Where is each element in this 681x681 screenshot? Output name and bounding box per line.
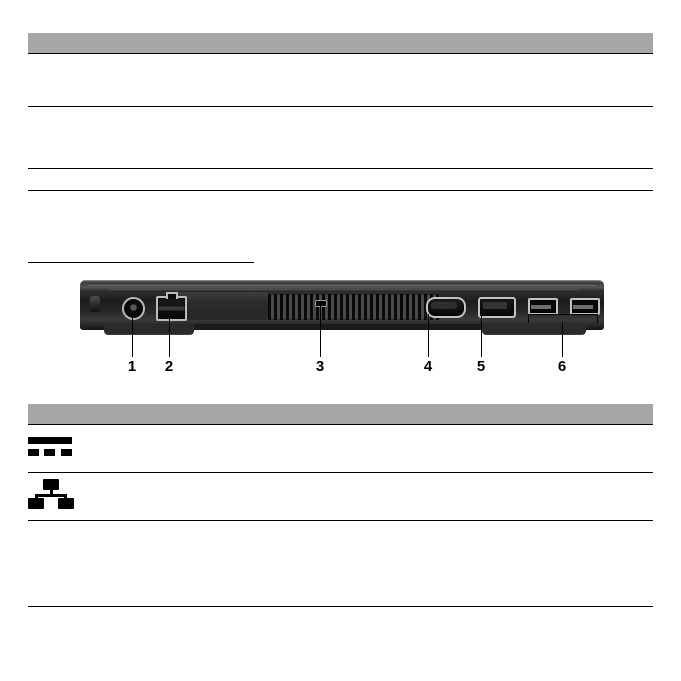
laptop-illustration bbox=[80, 280, 604, 342]
top-row1-icon bbox=[28, 106, 94, 168]
bottom-header-description bbox=[214, 404, 653, 424]
bottom-row0-item bbox=[94, 424, 214, 472]
top-ports-table bbox=[28, 33, 653, 212]
top-header-description bbox=[214, 33, 653, 53]
top-row1-description bbox=[214, 106, 653, 168]
bottom-row3-item bbox=[94, 570, 214, 606]
top-row2-item bbox=[94, 168, 214, 190]
laptop-right-side-figure bbox=[28, 262, 653, 402]
bottom-row1-item bbox=[94, 472, 214, 520]
leader-line-1 bbox=[132, 317, 133, 357]
bottom-row0-icon-cell bbox=[28, 424, 94, 472]
callout-2: 2 bbox=[164, 358, 174, 375]
kensington-lock-slot bbox=[315, 300, 327, 307]
top-row1-item bbox=[94, 106, 214, 168]
top-row2-icon bbox=[28, 168, 94, 190]
bottom-row1-icon-cell bbox=[28, 472, 94, 520]
top-row0-item bbox=[94, 53, 214, 106]
table-row bbox=[28, 168, 653, 190]
table-row bbox=[28, 520, 653, 570]
leader-line-6 bbox=[562, 322, 563, 357]
callout-1: 1 bbox=[127, 358, 137, 375]
leader-line-3 bbox=[320, 304, 321, 357]
bottom-row2-description bbox=[214, 520, 653, 570]
chassis-shade bbox=[176, 292, 268, 320]
callout-5: 5 bbox=[476, 358, 486, 375]
hdmi-port-inner bbox=[483, 302, 507, 309]
table-row bbox=[28, 53, 653, 106]
table-row bbox=[28, 404, 653, 424]
top-header-icon bbox=[28, 33, 94, 53]
table-row bbox=[28, 424, 653, 472]
top-row2-description bbox=[214, 168, 653, 190]
table-row bbox=[28, 33, 653, 53]
bottom-header-icon bbox=[28, 404, 94, 424]
dc-in-jack bbox=[122, 297, 145, 320]
laptop-base-middle bbox=[194, 324, 482, 330]
leader-line-2 bbox=[169, 317, 170, 357]
bottom-row3-description bbox=[214, 570, 653, 606]
bottom-row2-icon bbox=[28, 520, 94, 570]
hinge bbox=[90, 296, 100, 312]
bottom-row0-description bbox=[214, 424, 653, 472]
top-row3-description bbox=[214, 190, 653, 212]
usb-port-2-tongue bbox=[573, 305, 593, 309]
usb-port-1-tongue bbox=[531, 305, 551, 309]
top-row0-icon bbox=[28, 53, 94, 106]
callout-4: 4 bbox=[423, 358, 433, 375]
vga-port-inner bbox=[431, 302, 457, 309]
bottom-row2-item bbox=[94, 520, 214, 570]
laptop-base-left bbox=[104, 324, 194, 335]
laptop-base-right bbox=[482, 324, 586, 335]
top-row3-icon bbox=[28, 190, 94, 212]
table-row bbox=[28, 570, 653, 606]
laptop-lid-edge bbox=[88, 285, 596, 287]
top-row3-item bbox=[94, 190, 214, 212]
table-row bbox=[28, 472, 653, 520]
ventilation-slots bbox=[268, 294, 440, 320]
top-row0-description bbox=[214, 53, 653, 106]
bottom-header-item bbox=[94, 404, 214, 424]
dc-in-icon bbox=[28, 435, 72, 457]
ethernet-icon bbox=[28, 479, 74, 509]
callout-3: 3 bbox=[315, 358, 325, 375]
laptop-lid-seam bbox=[108, 289, 578, 290]
bottom-row1-description bbox=[214, 472, 653, 520]
bottom-row3-icon bbox=[28, 570, 94, 606]
ethernet-rj45-notch bbox=[166, 292, 178, 299]
leader-line-5 bbox=[481, 314, 482, 357]
leader-bracket-6 bbox=[528, 314, 598, 323]
leader-line-4 bbox=[428, 314, 429, 357]
table-row bbox=[28, 106, 653, 168]
table-row bbox=[28, 190, 653, 212]
ethernet-rj45-port bbox=[156, 296, 187, 321]
callout-6: 6 bbox=[557, 358, 567, 375]
top-header-item bbox=[94, 33, 214, 53]
bottom-ports-table bbox=[28, 404, 653, 607]
